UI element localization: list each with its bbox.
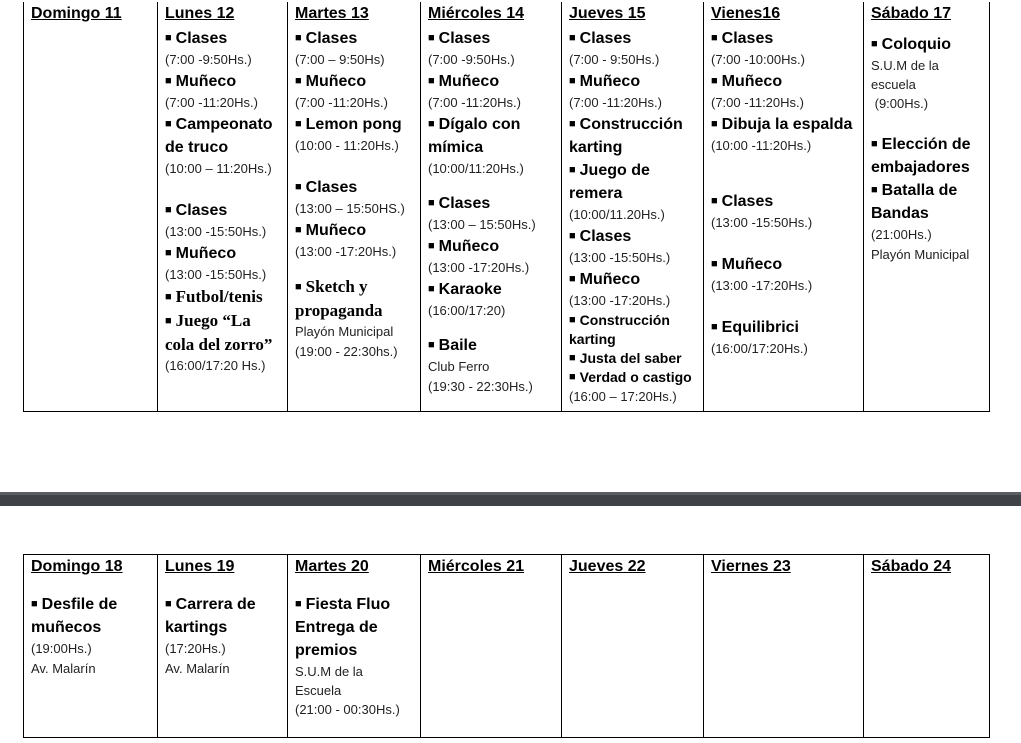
activity-time: (7:00 - 9:50Hs.) [569,52,660,67]
square-bullet-icon: ■ [31,598,38,610]
activity-time: (17:20Hs.) [165,641,226,656]
square-bullet-icon: ■ [569,371,576,383]
day-cell-lunes-19 [158,555,288,738]
activity [569,349,699,368]
activity [711,27,859,70]
activity-name: Clases [721,193,774,210]
activity-place: Escuela [295,683,342,698]
day-title: Lunes 12 [165,5,235,22]
activity-place: Playón Municipal [295,324,394,339]
activity-time: (7:00 – 9:50Hs) [295,52,385,67]
square-bullet-icon: ■ [295,75,302,87]
day-title: Martes 20 [295,558,369,575]
activity [165,593,283,679]
activity-time: (16:00/17:20Hs.) [711,341,808,356]
square-bullet-icon: ■ [569,75,576,87]
square-bullet-icon: ■ [165,598,172,610]
activity-name: Dígalo con mímica [428,116,521,156]
activity-name: Construcción karting [569,312,670,347]
activity [569,113,699,159]
activity-time: (13:00 – 15:50HS.) [295,201,405,216]
day-cell-viernes-16 [704,2,864,412]
activity [871,179,985,265]
day-title: Lunes 19 [165,558,235,575]
activity [428,27,557,70]
square-bullet-icon: ■ [569,230,576,242]
activity-place: S.U.M de la [871,58,939,73]
activity [428,113,557,179]
activity [165,27,283,70]
square-bullet-icon: ■ [569,118,576,130]
day-cell-miercoles-14 [421,2,562,412]
activity [165,113,283,179]
day-title: Sábado 17 [871,5,952,22]
square-bullet-icon: ■ [711,118,718,130]
activity-name: Juego “La cola del zorro” [165,311,273,354]
activity-time: (16:00/17:20 Hs.) [165,358,266,373]
day-cell-martes-20 [288,555,421,738]
activity [428,235,557,278]
activity [711,113,859,156]
day-cell-jueves-22 [562,555,704,738]
activity [428,334,557,397]
activity-name: Futbol/tenis [175,287,263,306]
activity-time: (21:00Hs.) [871,227,932,242]
square-bullet-icon: ■ [295,32,302,44]
activity-time: (7:00 -11:20Hs.) [428,95,521,110]
activity-time: (10:00/11:20Hs.) [428,161,524,176]
day-title: Sábado 24 [871,558,952,575]
activity-time: (19:00 - 22:30hs.) [295,344,398,359]
square-bullet-icon: ■ [711,195,718,207]
activity-time: (7:00 -11:20Hs.) [569,95,662,110]
activity-name: Clases [438,30,491,47]
activity [165,199,283,242]
activity [711,253,859,296]
activity [295,27,416,70]
day-cell-domingo-11 [24,2,158,412]
square-bullet-icon: ■ [711,321,718,333]
square-bullet-icon: ■ [165,32,172,44]
day-title: Vienes16 [711,5,781,22]
square-bullet-icon: ■ [569,273,576,285]
square-bullet-icon: ■ [165,315,172,327]
activity-time: (13:00 – 15:50Hs.) [428,217,536,232]
activity-name: Sketch y propaganda [295,277,383,320]
activity-name: Clases [721,30,774,47]
activity-name: Clases [438,195,491,212]
activity-time: (7:00 -11:20Hs.) [295,95,388,110]
activity-time: (7:00 -9:50Hs.) [165,52,252,67]
activity [165,309,283,376]
activity-name: Lemon pong [305,116,402,133]
activity-time: (16:00/17:20) [428,303,506,318]
activity-name: Muñeco [438,238,500,255]
activity-name: Carrera de kartings [165,596,256,636]
square-bullet-icon: ■ [711,32,718,44]
activity-name: Equilibrici [721,319,799,336]
day-cell-sabado-17 [864,2,990,412]
activity-time: (7:00 -11:20Hs.) [711,95,804,110]
day-cell-sabado-24 [864,555,990,738]
activity-name: Verdad o castigo [579,369,692,385]
activity-time: (10:00/11.20Hs.) [569,207,665,222]
activity [295,176,416,219]
activity-time: (13:00 -17:20Hs.) [711,278,813,293]
activity-time: (16:00 – 17:20Hs.) [569,389,677,404]
day-title: Viernes 23 [711,558,791,575]
day-title: Miércoles 21 [428,558,525,575]
day-title: Domingo 11 [31,5,122,22]
square-bullet-icon: ■ [871,38,878,50]
activity [295,275,416,362]
square-bullet-icon: ■ [165,247,172,259]
square-bullet-icon: ■ [428,118,435,130]
square-bullet-icon: ■ [428,283,435,295]
activity [295,113,416,156]
activity-place: Playón Municipal [871,247,970,262]
activity-name: Fiesta Fluo Entrega de premios [295,596,391,659]
activity-name: Baile [438,337,477,354]
activity-name: Clases [175,202,228,219]
activity [569,268,699,311]
activity-name: Construcción karting [569,116,683,156]
square-bullet-icon: ■ [295,281,302,293]
activity-place: S.U.M de la [295,664,363,679]
square-bullet-icon: ■ [165,291,172,303]
week-1-schedule [23,2,990,412]
square-bullet-icon: ■ [428,339,435,351]
activity-name: Elección de embajadores [871,136,971,176]
activity-place: Club Ferro [428,359,490,374]
activity-time: (10:00 - 11:20Hs.) [295,138,399,153]
activity [31,593,153,679]
activity-time: (21:00 - 00:30Hs.) [295,702,400,717]
activity [569,225,699,268]
activity [295,70,416,113]
activity [428,192,557,235]
day-cell-miercoles-21 [421,555,562,738]
activity-name: Muñeco [721,73,783,90]
square-bullet-icon: ■ [295,118,302,130]
activity-time: (7:00 -10:00Hs.) [711,52,805,67]
square-bullet-icon: ■ [428,240,435,252]
square-bullet-icon: ■ [711,75,718,87]
square-bullet-icon: ■ [569,32,576,44]
activity [428,70,557,113]
activity-name: Muñeco [175,73,237,90]
activity-time: (13:00 -17:20Hs.) [428,260,530,275]
activity-time: (13:00 -15:50Hs.) [569,250,671,265]
activity-name: Muñeco [305,73,367,90]
activity-name: Clases [305,30,358,47]
activity [165,242,283,285]
activity-name: Justa del saber [579,350,682,366]
square-bullet-icon: ■ [295,181,302,193]
activity-name: Muñeco [305,222,367,239]
square-bullet-icon: ■ [165,75,172,87]
activity [711,70,859,113]
activity-name: Campeonato de truco [165,116,273,156]
day-title: Miércoles 14 [428,5,525,22]
activity-time: (10:00 -11:20Hs.) [711,138,812,153]
activity [295,219,416,262]
day-cell-viernes-23 [704,555,864,738]
activity-name: Muñeco [175,245,237,262]
activity-name: Juego de remera [569,162,650,202]
activity [711,190,859,233]
activity-name: Clases [579,30,632,47]
square-bullet-icon: ■ [711,258,718,270]
square-bullet-icon: ■ [165,118,172,130]
activity [569,368,699,407]
day-cell-lunes-12 [158,2,288,412]
activity-place: Av. Malarín [31,661,96,676]
square-bullet-icon: ■ [569,164,576,176]
activity [165,70,283,113]
activity-name: Desfile de muñecos [31,596,118,636]
activity-time: (7:00 -9:50Hs.) [428,52,515,67]
activity-name: Dibuja la espalda [721,116,853,133]
activity-time: (13:00 -15:50Hs.) [165,224,267,239]
activity-time: (10:00 – 11:20Hs.) [165,161,272,176]
activity-time: (13:00 -15:50Hs.) [711,215,813,230]
activity [428,278,557,321]
square-bullet-icon: ■ [569,352,576,364]
activity-name: Muñeco [579,73,641,90]
activity-time: (7:00 -11:20Hs.) [165,95,258,110]
day-title: Jueves 15 [569,5,646,22]
activity-name: Clases [175,30,228,47]
square-bullet-icon: ■ [428,75,435,87]
activity-name: Coloquio [881,36,951,53]
page-divider [0,492,1021,506]
square-bullet-icon: ■ [295,598,302,610]
activity [871,33,985,113]
activity-time: (13:00 -15:50Hs.) [165,267,267,282]
activity [165,285,283,309]
day-cell-domingo-18 [24,555,158,738]
activity-time: (9:00Hs.) [871,96,929,111]
square-bullet-icon: ■ [428,32,435,44]
square-bullet-icon: ■ [871,184,878,196]
activity-place: Av. Malarín [165,661,230,676]
activity [569,159,699,225]
activity-name: Muñeco [579,271,641,288]
day-title: Jueves 22 [569,558,646,575]
activity [871,133,985,179]
activity-name: Clases [305,179,358,196]
activity-name: Muñeco [438,73,500,90]
activity [569,70,699,113]
activity-name: Batalla de Bandas [871,182,958,222]
square-bullet-icon: ■ [569,314,576,326]
week-2-schedule [23,554,990,738]
activity-name: Karaoke [438,281,502,298]
activity-time: (19:30 - 22:30Hs.) [428,379,533,394]
square-bullet-icon: ■ [428,197,435,209]
activity-time: (13:00 -17:20Hs.) [569,293,671,308]
activity-place: escuela [871,77,916,92]
day-title: Domingo 18 [31,558,123,575]
square-bullet-icon: ■ [165,204,172,216]
activity-name: Muñeco [721,256,783,273]
activity [569,27,699,70]
square-bullet-icon: ■ [871,138,878,150]
activity [295,593,416,719]
activity-time: (19:00Hs.) [31,641,92,656]
activity-time: (13:00 -17:20Hs.) [295,244,397,259]
activity [569,311,699,349]
day-cell-jueves-15 [562,2,704,412]
activity-name: Clases [579,228,632,245]
day-cell-martes-13 [288,2,421,412]
activity [711,316,859,359]
day-title: Martes 13 [295,5,369,22]
square-bullet-icon: ■ [295,224,302,236]
